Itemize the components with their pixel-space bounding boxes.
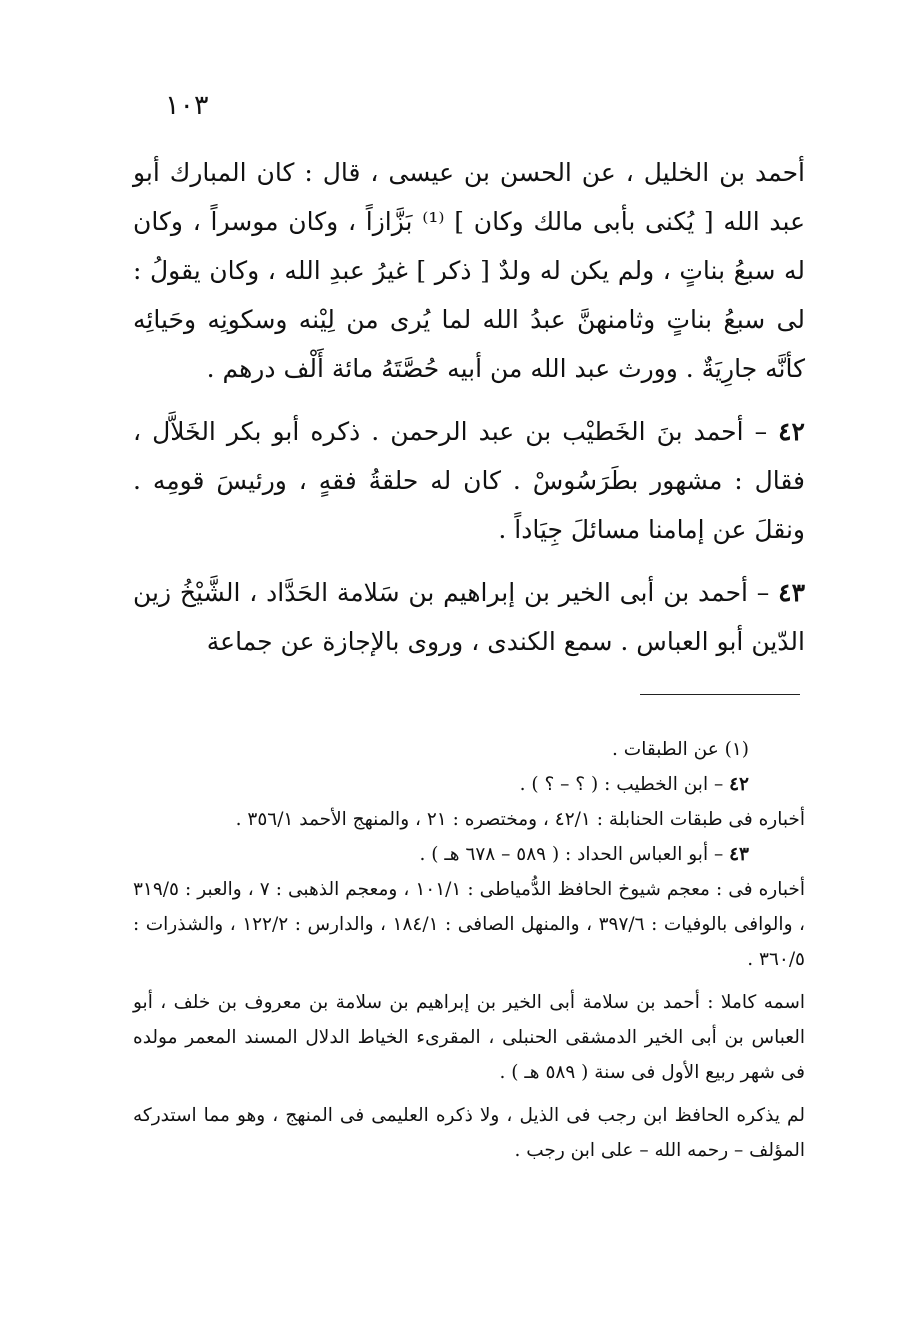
footnote-full-name: اسمه كاملا : أحمد بن سلامة أبى الخير بن إبراهيم بن سلامة بن معروف بن خلف ، أبو العباس بن أبى الخير الدمشقى الحنبلى ، المقرىء الخياط الدلال المسند المعمر مولده فى شهر ربيع الأول فى سنة ( ٥٨٩ هـ ) . (133, 992, 805, 1083)
page-number: ١٠٣ (165, 90, 209, 121)
footnote-43-sources: أخباره فى : معجم شيوخ الحافظ الدُّمياطى : ١٠١/١ ، ومعجم الذهبى : ٧ ، والعبر : ٣١٩/٥ ، والوافى بالوفيات : ٣٩٧/٦ ، والمنهل الصافى : ١٨٤/١ ، والدارس : ١٢٢/٢ ، والشذرات : ٣٦٠/٥ . (133, 879, 806, 970)
entry-text-42: – أحمد بنَ الخَطيْب بن عبد الرحمن . ذكره أبو بكر الخَلاَّل ، فقال : مشهور بطَرَسُوسْ . كان له حلقةُ فقهٍ ، ورئيسَ قومِه . ونقلَ عن إمامنا مسائلَ جِيَاداً . (133, 417, 805, 544)
entry-43 (133, 568, 805, 666)
paragraph-intro: أحمد بن الخليل ، عن الحسن بن عيسى ، قال : كان المبارك أبو عبد الله [ يُكنى بأبى مالك وكان ] ⁽¹⁾ بَزَّازاً ، وكان موسراً ، وكان له سبعُ بناتٍ ، ولم يكن له ولدٌ [ ذكر ] غيرُ عبدِ الله ، وكان يقولُ : لى سبعُ بناتٍ وثامنهنَّ عبدُ الله لما يُرى من لِيْنه وسكونِه وحَيائِه كأنَّه جارِيَةٌ . وورث عبد الله من أبيه حُصَّتَهُ مائة أَلْف درهم . (133, 158, 805, 383)
footnote-42-title: – ابن الخطيب : ( ؟ – ؟ ) . (519, 774, 724, 795)
footnote-43-heading (133, 837, 805, 872)
footnote-number-42: ٤٢ (729, 774, 749, 795)
entry-number-42: ٤٢ (778, 417, 805, 446)
footnote-42-sources: أخباره فى طبقات الحنابلة : ٤٢/١ ، ومختصره : ٢١ ، والمنهج الأحمد ٣٥٦/١ . (235, 809, 805, 830)
entry-42 (133, 407, 805, 554)
footnote-editor-note: لم يذكره الحافظ ابن رجب فى الذيل ، ولا ذكره العليمى فى المنهج ، وهو مما استدركه المؤلف – رحمه الله – على ابن رجب . (133, 1105, 805, 1161)
footnote-number-43: ٤٣ (729, 844, 749, 865)
footnote-42-heading (133, 767, 805, 802)
footnotes (133, 732, 805, 1168)
footnote-1: (١) عن الطبقات . (612, 739, 749, 760)
footnote-divider (640, 694, 800, 695)
main-text (133, 148, 805, 680)
entry-number-43: ٤٣ (778, 578, 805, 607)
entry-text-43: – أحمد بن أبى الخير بن إبراهيم بن سَلامة الحَدَّاد ، الشَّيْخُ زين الدّين أبو العباس . سمع الكندى ، وروى بالإجازة عن جماعة (133, 578, 805, 656)
footnote-43-title: – أبو العباس الحداد : ( ٥٨٩ – ٦٧٨ هـ ) . (419, 844, 724, 865)
